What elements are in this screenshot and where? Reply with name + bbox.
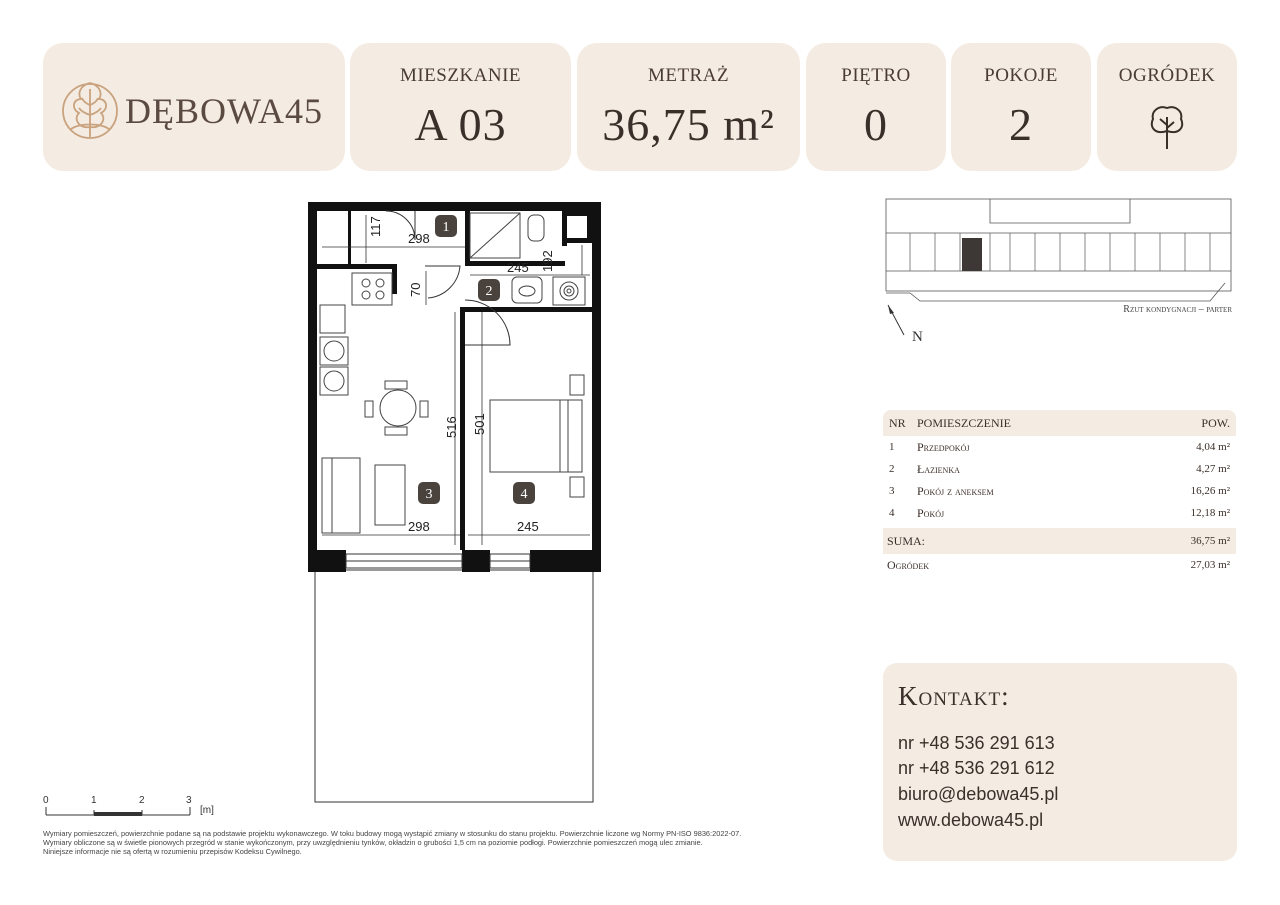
area-header: POW. (1201, 416, 1230, 430)
name-header: POMIESZCZENIE (917, 416, 1011, 430)
garden-area: 27,03 m² (1190, 559, 1230, 571)
contact-box (883, 663, 1237, 861)
scale-tick: 3 (186, 795, 192, 806)
apartment-label: MIESZKANIE (399, 65, 522, 86)
dimension-label: 192 (540, 250, 555, 272)
disclaimer-line: Wymiary pomieszczeń, powierzchnie podane są na podstawie projektu wykonawczego. W toku budowy mogą wystąpić zmiany w stosunku do stanu projektu. Powierzchnie liczone wg Normy PN-ISO 9836:2022-07. (43, 829, 742, 838)
room-area: 12,18 m² (1190, 507, 1230, 519)
room-nr: 1 (889, 441, 895, 453)
sum-label: SUMA: (887, 534, 926, 548)
room-area: 4,27 m² (1196, 463, 1230, 475)
floor-plan (300, 195, 610, 815)
room-number: 4 (520, 487, 528, 502)
phone-link[interactable]: nr +48 536 291 612 (898, 758, 1055, 778)
area-label: METRAŻ (647, 65, 730, 86)
room-area: 4,04 m² (1196, 441, 1230, 453)
sum-area: 36,75 m² (1190, 535, 1230, 547)
disclaimer-line: Wymiary obliczone są w świetle pionowych przegród w stanie wykończonym, przy uwzględnieniu tynków, okładzin o grubości 1,5 cm na poziomie podłogi. Powierzchnie pomieszczeń mogą ulec zmianie. (43, 838, 703, 847)
scale-unit: [m] (200, 805, 214, 816)
apartment-highlight (962, 238, 982, 271)
floor-label: PIĘTRO (841, 65, 911, 86)
apartment-card (350, 43, 571, 171)
scale-bar (40, 790, 230, 825)
rooms-table (883, 410, 1236, 576)
disclaimer (43, 829, 873, 856)
garden-label: OGRÓDEK (1118, 65, 1216, 86)
apartment-value: A 03 (414, 99, 507, 150)
tree-icon (1145, 101, 1189, 156)
brand-card (43, 43, 345, 171)
rooms-card (951, 43, 1091, 171)
table-row (883, 436, 1236, 458)
oak-leaf-logo-icon (59, 71, 121, 148)
room-area: 16,26 m² (1190, 485, 1230, 497)
room-number: 3 (425, 487, 433, 502)
room-nr: 2 (889, 463, 895, 475)
sum-row (883, 528, 1236, 554)
disclaimer-line: Niniejsze informacje nie są ofertą w rozumieniu przepisów Kodeksu Cywilnego. (43, 847, 302, 856)
table-row (883, 502, 1236, 524)
area-card (577, 43, 800, 171)
room-name: Pokój (917, 506, 945, 520)
dimension-label: 70 (408, 282, 423, 297)
scale-tick: 0 (43, 795, 49, 806)
north-arrow-icon (888, 305, 904, 335)
table-row (883, 458, 1236, 480)
garden-row (883, 554, 1236, 576)
email-link[interactable]: biuro@debowa45.pl (898, 784, 1059, 804)
nr-header: NR (889, 416, 906, 430)
room-name: Przedpokój (917, 440, 970, 454)
rooms-value: 2 (1009, 99, 1033, 150)
garden-name: Ogródek (887, 558, 929, 572)
key-plan (880, 193, 1236, 358)
north-label: N (912, 329, 923, 345)
dimension-label: 245 (507, 260, 529, 275)
website-link[interactable]: www.debowa45.pl (898, 810, 1044, 830)
room-nr: 4 (889, 507, 895, 519)
floor-card (806, 43, 946, 171)
scale-tick: 2 (139, 795, 145, 806)
room-name: Łazienka (917, 462, 960, 476)
key-plan-caption: Rzut kondygnacji – parter (1123, 304, 1232, 315)
phone-link[interactable]: nr +48 536 291 613 (898, 733, 1055, 753)
dimension-label: 298 (408, 231, 430, 246)
garden-card (1097, 43, 1237, 171)
floor-value: 0 (864, 99, 888, 150)
brand-name: DĘBOWA45 (125, 91, 323, 131)
dimension-label: 298 (408, 519, 430, 534)
dimension-label: 245 (517, 519, 539, 534)
table-row (883, 480, 1236, 502)
scale-tick: 1 (91, 795, 97, 806)
contact-title: Kontakt: (898, 681, 1010, 711)
area-value: 36,75 m² (602, 99, 775, 150)
table-header (883, 410, 1236, 436)
room-name: Pokój z aneksem (917, 484, 994, 498)
dimension-label: 516 (444, 416, 459, 438)
dimension-label: 501 (472, 413, 487, 435)
room-number: 1 (442, 220, 450, 235)
room-nr: 3 (889, 485, 895, 497)
room-number: 2 (485, 284, 493, 299)
rooms-label: POKOJE (984, 65, 1058, 86)
dimension-label: 117 (368, 216, 383, 237)
